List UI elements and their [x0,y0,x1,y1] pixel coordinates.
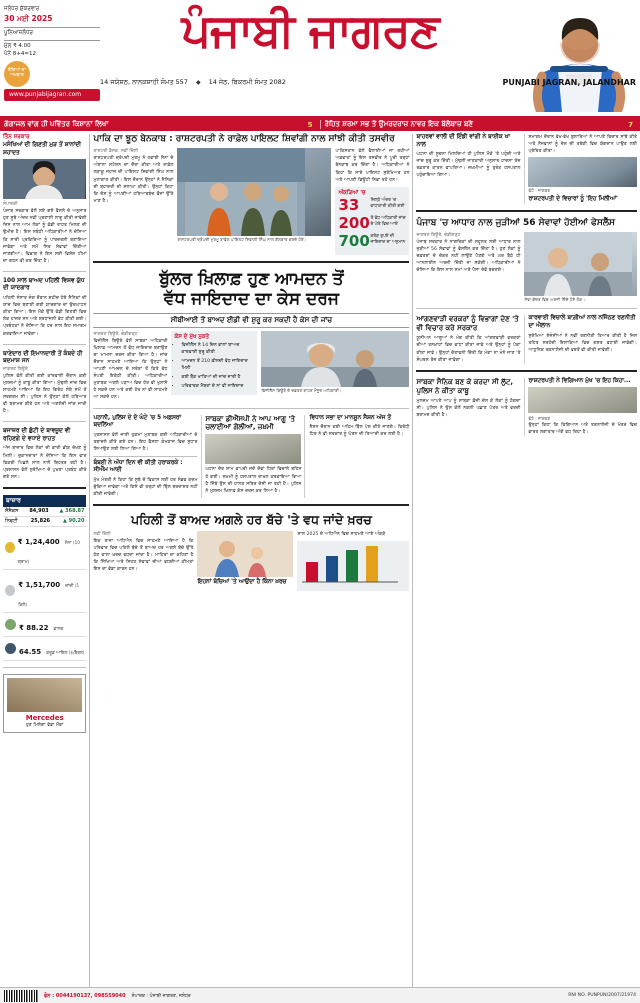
right3-headline: ਆਂਗਣਵਾੜੀ ਵਰਕਰਾਂ ਨੂੰ ਵਿਭਾਗਾਂ ਦੇਣ 'ਤੇ ਵੀ ਵਿਚਾਰ ਕਰੇ ਸਰਕਾਰ [416,315,519,333]
lead-byline: ਰਾਸ਼ਟਰੀ ਡੈਸਕ, ਨਵੀਂ ਦਿੱਲੀ [93,149,139,155]
lead-body-right: ਪਾਕਿਸਤਾਨ ਵੱਲੋਂ ਫੈਲਾਈਆਂ ਜਾ ਰਹੀਆਂ ਅਫ਼ਵਾਹਾਂ ਨੂੰ ਇਸ ਤਸਵੀਰ ਨੇ ਪੂਰੀ ਤਰ੍ਹਾਂ ਬੇਨਕਾਬ ਕਰ ਦਿੱਤਾ ਹੈ। ਅਧਿਕਾਰੀਆਂ ਨੇ ਕਿਹਾ ਕਿ ਸਾਰੇ ਪਾਇਲਟ ਸੁਰੱਖਿਅਤ ਹਨ ਅਤੇ ਆਪਣੀ ਡਿਊਟੀ ਨਿਭਾ ਰਹੇ ਹਨ। [335,149,410,183]
bottom-body: ਇਕ ਤਾਜ਼ਾ ਅਧਿਐਨ ਵਿਚ ਸਾਹਮਣੇ ਆਇਆ ਹੈ ਕਿ ਪਰਿਵਾਰ ਵਿਚ ਪਹਿਲੇ ਬੱਚੇ ਤੋਂ ਬਾਅਦ ਹਰ ਅਗਲੇ ਬੱਚੇ ਉੱਤੇ ਹੋਣ ਵਾਲਾ ਖ਼ਰਚ ਵਧਦਾ ਜਾਂਦਾ ਹੈ। ਮਾਹਿਰਾਂ ਦਾ ਕਹਿਣਾ ਹੈ ਕਿ ਸਿੱਖਿਆ ਅਤੇ ਸਿਹਤ ਸੇਵਾਵਾਂ ਦੀਆਂ ਵਧਦੀਆਂ ਕੀਮਤਾਂ ਇਸ ਦਾ ਵੱਡਾ ਕਾਰਨ ਹਨ। [93,538,194,572]
feature-photo-caption: ਸੇਵਾ ਕੇਂਦਰ ਵਿਚ ਅਰਜ਼ੀ ਦਿੰਦੇ ਹੋਏ ਲੋਕ। [524,296,586,302]
right-mid-row [416,315,637,363]
page-footer [0,987,640,1003]
right5-headline: ਕਾਰਵਾਈ ਵਿਚਾਲੇ ਬਾਗ਼ੀਆਂ ਨਾਲ ਨਜਿੱਠਣ ਰਣਨੀਤੀ ਦਾ ਐਲਾਨ [528,315,636,329]
price-label: ਮੁੱਲ ₹ 4.00 [4,42,31,49]
nanakshahi-date: 14 ਜਯੇਸ਼ਠ, ਨਾਨਕਸ਼ਾਹੀ ਸੰਮਤ 557 [100,78,188,86]
helpline-phone[interactable]: ਫੋਨ : 0044190137, 098559040 [44,992,126,999]
silver-label: ਚਾਂਦੀ (1 ਕਿਲੋ) [18,583,80,608]
feature-headline: ਪੰਜਾਬ 'ਚ ਆਧਾਰ ਨਾਲ ਜੁੜੀਆਂ 56 ਸੇਵਾਵਾਂ ਹੋਈਆਂ ਫੇਸਲੈੱਸ [416,217,615,228]
editorial-body: ਪੰਜਾਬ ਸਰਕਾਰ ਵੱਲੋਂ ਲਏ ਗਏ ਫ਼ੈਸਲੇ ਦੇ ਅਨੁਸਾਰ ਹੁਣ ਸੂਬੇ ਅੰਦਰ ਨਵੀਂ ਪ੍ਰਣਾਲੀ ਲਾਗੂ ਕੀਤੀ ਜਾਵੇਗੀ ਜਿਸ ਨਾਲ ਆਮ ਲੋਕਾਂ ਨੂੰ ਵੱਡੀ ਰਾਹਤ ਮਿਲਣ ਦੀ ਉਮੀਦ ਹੈ। ਇਸ ਸਬੰਧੀ ਅਧਿਕਾਰੀਆਂ ਨੇ ਦੱਸਿਆ ਕਿ ਸਾਰੀ ਪ੍ਰਕਿਰਿਆ ਨੂੰ ਪਾਰਦਰਸ਼ੀ ਬਣਾਇਆ ਜਾਵੇਗਾ ਅਤੇ ਸਮੇਂ ਸਿਰ ਸੇਵਾਵਾਂ ਦਿੱਤੀਆਂ ਜਾਣਗੀਆਂ। ਵਿਭਾਗ ਨੇ ਇਸ ਲਈ ਵਿਸ਼ੇਸ਼ ਟੀਮਾਂ ਦਾ ਗਠਨ ਵੀ ਕਰ ਦਿੱਤਾ ਹੈ। [3,209,87,264]
right2-headline: ਰਾਸ਼ਟਰਪਤੀ ਦੇ ਵਿਚਾਰਾਂ ਨੂੰ 'ਇਹ ਮਿਲੀਆਂ' [528,196,618,202]
president-pilot-photo [177,148,305,236]
lead-photo-caption: ਰਾਸ਼ਟਰਪਤੀ ਦ੍ਰੋਪਦੀ ਮੁਰਮੂ ਰਾਫ਼ੇਲ ਪਾਇਲਟ ਸ਼ਿਵਾਂਗੀ ਸਿੰਘ ਨਾਲ ਗੱਲਬਾਤ ਕਰਦੇ ਹੋਏ। [177,237,307,243]
key-facts-title: ਕੇਸ ਦੇ ਮੁੱਖ ਨੁਕਤੇ [174,333,210,340]
page-title: ਪੰਜਾਬੀ ਜਾਗਰਣ [181,3,439,57]
right1-body: ਘਟਨਾ ਦੀ ਸੂਚਨਾ ਮਿਲਦਿਆਂ ਹੀ ਪੁਲਿਸ ਮੌਕੇ 'ਤੇ ਪਹੁੰਚੀ ਅਤੇ ਜਾਂਚ ਸ਼ੁਰੂ ਕਰ ਦਿੱਤੀ। ਮੁੱਢਲੀ ਜਾਣਕਾਰੀ ਅਨੁਸਾਰ ਹਾਦਸਾ ਤੇਜ਼ ਰਫ਼ਤਾਰ ਕਾਰਨ ਵਾਪਰਿਆ। ਜ਼ਖ਼ਮੀਆਂ ਨੂੰ ਤੁਰੰਤ ਹਸਪਤਾਲ ਪਹੁੰਚਾਇਆ ਗਿਆ। [416,152,521,179]
cricketer-illustration [520,0,638,112]
masthead-dateline-band [100,78,640,87]
divider [93,504,409,506]
supplement-label: ਪੂਨਿਆਜ਼ਲੰਧਰ [4,29,33,36]
editorial-photo [3,159,86,199]
ad-text: ਹੁਣ ਮਿਲੇਗਾ ਵੱਡਾ ਮੌਕਾ [25,722,64,728]
ad-brand: Mercedes [25,713,64,722]
right2-photo [528,157,637,187]
article-editorial[interactable] [3,134,86,265]
stat-row [338,213,406,232]
barcode [4,990,38,1002]
market-title: ਬਾਜ਼ਾਰ [3,495,86,507]
divider [416,370,637,372]
left3-headline: ਥਾਣੇਦਾਰ ਦੀ ਇਮਾਨਦਾਰੀ ਤੋਂ ਕੰਬਦੇ ਹੀ ਬਦਮਾਸ਼ ਸਨ [3,350,83,365]
article-sub-1[interactable] [93,415,197,499]
left4-body: ਅੱਜ ਬਾਜ਼ਾਰ ਵਿਚ ਲੋਕਾਂ ਦੀ ਭਾਰੀ ਭੀੜ ਦੇਖਣ ਨੂੰ ਮਿਲੀ। ਦੁਕਾਨਦਾਰਾਂ ਨੇ ਦੱਸਿਆ ਕਿ ਇਸ ਵਾਰ ਵਿਕਰੀ ਪਿਛਲੇ ਸਾਲ ਨਾਲੋਂ ਬਿਹਤਰ ਰਹੀ ਹੈ। ਪ੍ਰਸ਼ਾਸਨ ਵੱਲੋਂ ਸੁਰੱਖਿਆ ਦੇ ਪੁਖ਼ਤਾ ਪ੍ਰਬੰਧ ਕੀਤੇ ਗਏ ਸਨ। [3,446,87,480]
article-left-2[interactable] [3,278,86,338]
divider [3,487,86,489]
divider [93,456,197,457]
masthead-info-panel [4,6,100,101]
stat-text: ਕਰੋੜ ਰੁਪਏ ਦੀ ਜਾਇਦਾਦ ਦਾ ਅਨੁਮਾਨ [370,233,406,245]
dollar-price-row [3,613,86,637]
website-chip[interactable]: www.punjabijagran.com [4,89,100,102]
right2-credit: ਫੋਟੋ : ਜਾਗਰਣ [528,188,551,194]
right3-body: ਯੂਨੀਅਨ ਆਗੂਆਂ ਨੇ ਮੰਗ ਕੀਤੀ ਕਿ ਆਂਗਣਵਾੜੀ ਵਰਕਰਾਂ ਦੀਆਂ ਤਨਖ਼ਾਹਾਂ ਵਿਚ ਵਾਧਾ ਕੀਤਾ ਜਾਵੇ ਅਤੇ ਉਨ੍ਹਾਂ ਨੂੰ ਪੱਕਾ ਕੀਤਾ ਜਾਵੇ। ਉਨ੍ਹਾਂ ਚੇਤਾਵਨੀ ਦਿੱਤੀ ਕਿ ਮੰਗਾਂ ਨਾ ਮੰਨੇ ਜਾਣ 'ਤੇ ਸੰਘਰਸ਼ ਤੇਜ਼ ਕੀਤਾ ਜਾਵੇਗਾ। [416,336,521,363]
market-row [3,507,86,517]
list-item: • ਕਈ ਬੈਂਕ ਖਾਤਿਆਂ ਦੀ ਜਾਂਚ ਜਾਰੀ ਹੈ [181,374,254,381]
sub2-headline: ਬੰਬਈ ਨੇ ਅੱਧਾ ਦਿਨ ਵੀ ਕੀਤੀ ਹਰਾਕਰਕੇ : ਸੀਐੱਮ ਆਈ [93,459,183,474]
sub1-body: ਪ੍ਰਸ਼ਾਸਨ ਵੱਲੋਂ ਜਾਰੀ ਹੁਕਮਾਂ ਮੁਤਾਬਕ ਕਈ ਅਧਿਕਾਰੀਆਂ ਦੇ ਤਬਾਦਲੇ ਕੀਤੇ ਗਏ ਹਨ। ਇਹ ਫੈਸਲਾ ਕੰਮਕਾਜ ਵਿਚ ਸੁਧਾਰ ਲਿਆਉਣ ਲਈ ਲਿਆ ਗਿਆ ਹੈ। [93,432,198,452]
bottom-last-line: ਸਾਲ 2025 ਦੇ ਅਧਿਐਨ ਵਿਚ ਸਾਹਮਣੇ ਆਏ ਅੰਕੜੇ [297,531,386,537]
article-lead[interactable] [93,134,409,255]
ad-photo [7,678,82,712]
main-headline-line1: ਬੁੱਲਰ ਖ਼ਿਲਾਫ਼ ਹੁਣ ਆਮਦਨ ਤੋਂ [159,268,344,289]
article-right-1[interactable] [416,134,520,204]
divider [93,261,409,263]
stat-number: 33 [338,195,360,214]
pages-label: ਪੰਨੇ 8+4=12 [4,50,36,57]
divider [3,421,86,422]
feature-photo [524,232,637,296]
article-right-feature[interactable] [416,218,637,303]
main-byline: ਜਾਗਰਣ ਬਿਊਰੋ, ਚੰਡੀਗੜ੍ਹ [93,331,138,337]
bottom-subheadline: ਇਹਨਾਂ ਬੱਚਿਆਂ 'ਤੇ ਆਉਂਦਾ ਹੈ ਕਿੰਨਾ ਖ਼ਰਚ [197,578,287,585]
bikrami-date: 14 ਜੇਠ, ਬਿਕਰਮੀ ਸੰਮਤ 2082 [208,78,286,86]
family-illustration [197,531,293,577]
sub1-headline: ਪਠਾਨੀ, ਪੁਲਿਸ ਦੇ ਦੋ ਘੰਟੇ 'ਚ 5 ਅਫ਼ਸਰਾਂ ਬਦਲਿਆ [93,414,182,429]
headline-strip [0,118,640,131]
article-left-4[interactable] [3,428,86,481]
article-sub-3[interactable] [201,415,305,499]
advertisement[interactable] [3,674,86,733]
article-right-5[interactable] [524,315,637,363]
editorial-byline: ਸੰਪਾਦਕੀ [3,202,18,208]
strip-divider [320,120,321,129]
cricketer-photo [520,0,638,112]
stat-text: ਜ਼ਿਲ੍ਹੇ ਅੰਦਰ 'ਚ ਵਾਧਾਕਾਰੀ ਕੀਤੀ ਗਈ [370,197,405,209]
sub3-headline: ਸਾਬਕਾ ਡੀਐੱਸਪੀ ਨੇ ਆਪ ਆਗੂ 'ਤੇ ਚਲਾਈਆਂ ਗੋਲੀਆਂ, ਜ਼ਖ਼ਮੀ [205,414,296,432]
main-subheadline: ਸੀਬੀਆਈ ਤੋਂ ਬਾਅਦ ਈਡੀ ਵੀ ਸ਼ੁਰੂ ਕਰ ਸਕਦੀ ਹੈ ਕੇਸ ਦੀ ਜਾਂਚ [93,313,409,328]
article-right-3[interactable] [416,315,520,363]
market-row-value: 25,826 [30,518,51,525]
divider [3,271,86,272]
dollar-icon [5,619,16,630]
crude-price-row [3,637,86,661]
main-headline-line2: ਵੱਧ ਜਾਇਦਾਦ ਦਾ ਕੇਸ ਦਰਜ [163,289,339,310]
article-sub-4[interactable] [309,415,409,499]
gold-coin-icon [5,542,15,553]
list-item: • ਪਰਿਵਾਰਕ ਮੈਂਬਰਾਂ ਦੇ ਨਾਂ ਵੀ ਜਾਇਦਾਦ [181,383,254,390]
stat-number: 200 [338,213,370,232]
footer-rni: RNI NO. PUNPUN/2007/21974 [568,993,636,998]
article-main[interactable] [93,269,409,402]
gold-price-row [3,527,86,570]
gold-price: ₹ 1,24,400 [17,537,60,546]
strip-item-1-page: 7 [628,120,633,129]
right6-headline: ਰਾਸ਼ਟਰਪਤੀ ਨੇ ਵਿਗਿਆਨ ਮੁੱਖ 'ਚ ਇਹ ਕਿਹਾ... [528,377,631,384]
crude-label: ਕਰੂਡ ਆਇਲ ($/ਬੈਰਲ) [46,650,85,656]
market-row-value: 84,903 [29,508,49,515]
article-right-4[interactable] [416,378,520,436]
expense-bar-chart [300,544,400,584]
right-top-row [416,134,637,204]
article-right-6[interactable] [524,378,637,436]
left2-headline: 100 ਸਾਲ ਬਾਅਦ ਪਹਿਲੀ ਵਿਸ਼ਵ ਯੁੱਧ ਦੀ ਯਾਦਗਾਰ [3,277,85,292]
main-photo [261,331,409,387]
lead-body-left: ਰਾਸ਼ਟਰਪਤੀ ਦ੍ਰੋਪਦੀ ਮੁਰਮੂ ਨੇ ਹਵਾਈ ਸੈਨਾ ਦੇ ਅੰਬਾਲਾ ਸਟੇਸ਼ਨ ਦਾ ਦੌਰਾ ਕੀਤਾ ਅਤੇ ਰਾਫ਼ੇਲ ਲੜਾਕੂ ਜਹਾਜ਼ ਦੀ ਪਾਇਲਟ ਸ਼ਿਵਾਂਗੀ ਸਿੰਘ ਨਾਲ ਮੁਲਾਕਾਤ ਕੀਤੀ। ਇਸ ਦੌਰਾਨ ਉਨ੍ਹਾਂ ਨੇ ਸੈਨਿਕਾਂ ਦੀ ਬਹਾਦਰੀ ਦੀ ਸ਼ਲਾਘਾ ਕੀਤੀ। ਉਨ੍ਹਾਂ ਕਿਹਾ ਕਿ ਦੇਸ਼ ਨੂੰ ਆਪਣੀਆਂ ਹਥਿਆਰਬੰਦ ਫੌਜਾਂ ਉੱਤੇ ਮਾਣ ਹੈ। [93,156,174,204]
stat-row [338,195,406,214]
sub4-body: ਸੈਸ਼ਨ ਦੌਰਾਨ ਕਈ ਅਹਿਮ ਬਿੱਲ ਪੇਸ਼ ਕੀਤੇ ਜਾਣਗੇ। ਵਿਰੋਧੀ ਧਿਰ ਨੇ ਵੀ ਸਰਕਾਰ ਨੂੰ ਘੇਰਨ ਦੀ ਤਿਆਰੀ ਕਰ ਲਈ ਹੈ। [309,425,410,438]
edition-label: PUNJABI JAGRAN, JALANDHAR [502,78,636,87]
sub3-photo [205,434,301,464]
page-content [0,131,640,997]
lead-headline: ਪਾਕਿ ਦਾ ਝੂਠ ਬੇਨਕਾਬ : ਰਾਸ਼ਟਰਪਤੀ ਨੇ ਰਾਫ਼ੇਲ ਪਾਇਲਟ ਸ਼ਿਵਾਂਗੀ ਨਾਲ ਸਾਂਝੀ ਕੀਤੀ ਤਸਵੀਰ [93,134,395,144]
bottom-chart-box [297,541,409,591]
right4-body: ਮੁਲਜ਼ਮ ਆਪਣੇ ਆਪ ਨੂੰ ਸਾਬਕਾ ਫ਼ੌਜੀ ਦੱਸ ਕੇ ਲੋਕਾਂ ਨੂੰ ਠੱਗਦਾ ਸੀ। ਪੁਲਿਸ ਨੇ ਉਸ ਕੋਲੋਂ ਨਕਲੀ ਪਛਾਣ ਪੱਤਰ ਅਤੇ ਵਰਦੀ ਬਰਾਮਦ ਕੀਤੀ ਹੈ। [416,398,521,418]
list-item: • ਆਮਦਨ ਤੋਂ 210 ਫ਼ੀਸਦੀ ਵੱਧ ਜਾਇਦਾਦ ਮਿਲੀ [181,358,254,372]
left-column [3,134,90,997]
divider [416,308,637,309]
crude-price: 64.55 [19,647,42,656]
middle-column [93,134,413,997]
dollar-price: ₹ 88.22 [19,623,49,632]
masthead-title-wrap [100,2,520,60]
masthead [0,0,640,118]
right2-body: ਸਮਾਗਮ ਦੌਰਾਨ ਵੱਖ-ਵੱਖ ਬੁਲਾਰਿਆਂ ਨੇ ਆਪਣੇ ਵਿਚਾਰ ਸਾਂਝੇ ਕੀਤੇ ਅਤੇ ਨੌਜਵਾਨਾਂ ਨੂੰ ਦੇਸ਼ ਦੀ ਤਰੱਕੀ ਵਿਚ ਯੋਗਦਾਨ ਪਾਉਣ ਲਈ ਪ੍ਰੇਰਿਤ ਕੀਤਾ। [528,135,637,155]
market-row-delta: ▲ 90.20 [63,518,85,525]
divider [3,344,86,345]
dollar-label: ਡਾਲਰ [53,626,64,632]
right5-body: ਸੁਰੱਖਿਆ ਏਜੰਸੀਆਂ ਨੇ ਨਵੀਂ ਰਣਨੀਤੀ ਤਿਆਰ ਕੀਤੀ ਹੈ ਜਿਸ ਤਹਿਤ ਸਰਹੱਦੀ ਇਲਾਕਿਆਂ ਵਿਚ ਗਸ਼ਤ ਵਧਾਈ ਜਾਵੇਗੀ। ਆਧੁਨਿਕ ਤਕਨਾਲੋਜੀ ਦੀ ਵਰਤੋਂ ਵੀ ਕੀਤੀ ਜਾਵੇਗੀ। [528,333,637,353]
sub4-headline: ਵਿਧਾਨ ਸਭਾ ਦਾ ਮਾਨਸੂਨ ਸੈਸ਼ਨ ਅੱਜ ਤੋਂ [309,414,391,421]
dateline-bullet: ◆ [195,79,201,86]
right6-body: ਉਨ੍ਹਾਂ ਕਿਹਾ ਕਿ ਵਿਗਿਆਨ ਅਤੇ ਤਕਨਾਲੋਜੀ ਦੇ ਖੇਤਰ ਵਿਚ ਭਾਰਤ ਲਗਾਤਾਰ ਅੱਗੇ ਵਧ ਰਿਹਾ ਹੈ। [528,423,637,436]
key-facts-list [174,342,254,391]
crude-oil-icon [5,643,16,654]
right4-headline: ਸਾਬਕਾ ਸੈਨਿਕ ਬਣ ਕੇ ਕਰਦਾ ਸੀ ਲੁੱਟ, ਪੁਲਿਸ ਨੇ ਕੀਤਾ ਕਾਬੂ [416,377,514,395]
market-row [3,517,86,527]
divider [4,40,100,41]
sub-articles-row [93,415,409,499]
city-label: ਜਲੰਧਰ ਸ਼ੁੱਕਰਵਾਰ [4,6,40,12]
sub2-body: ਮੁੱਖ ਮੰਤਰੀ ਨੇ ਕਿਹਾ ਕਿ ਸੂਬੇ ਦੇ ਵਿਕਾਸ ਲਈ ਹਰ ਸੰਭਵ ਕਦਮ ਚੁੱਕਿਆ ਜਾਵੇਗਾ ਅਤੇ ਕਿਸੇ ਵੀ ਤਰ੍ਹਾਂ ਦੀ ਢਿੱਲ ਬਰਦਾਸ਼ਤ ਨਹੀਂ ਕੀਤੀ ਜਾਵੇਗੀ। [93,477,198,498]
right-column [416,134,637,997]
right-bottom-row [416,378,637,436]
kids-paper-stamp: ਬੱਚਿਆਂ ਦਾ ਅਖ਼ਬਾਰ [4,61,30,87]
sub3-body: ਘਟਨਾ ਦੇਰ ਸ਼ਾਮ ਵਾਪਰੀ ਜਦੋਂ ਦੋਵਾਂ ਧਿਰਾਂ ਵਿਚਾਲੇ ਬਹਿਸ ਹੋ ਗਈ। ਜ਼ਖ਼ਮੀ ਨੂੰ ਹਸਪਤਾਲ ਦਾਖ਼ਲ ਕਰਵਾਇਆ ਗਿਆ ਹੈ ਜਿੱਥੇ ਉਸ ਦੀ ਹਾਲਤ ਸਥਿਰ ਦੱਸੀ ਜਾ ਰਹੀ ਹੈ। ਪੁਲਿਸ ਨੇ ਮੁਲਜ਼ਮ ਖ਼ਿਲਾਫ਼ ਕੇਸ ਦਰਜ ਕਰ ਲਿਆ ਹੈ। [205,467,302,494]
divider [3,667,86,668]
divider [93,408,409,409]
divider [4,27,100,28]
strip-item-0-text[interactable]: ਗੰਗਾਜਲ ਵਾਂਗ ਹੀ ਪਵਿੱਤਰ ਕਿਸ਼ਾਨਾਂ ਲਿਖਾ [4,120,109,128]
footer-note: ਸੰਪਾਦਕ : ਪੰਜਾਬੀ ਜਾਗਰਣ, ਜਲੰਧਰ [131,993,191,999]
service-centre-photo [524,232,632,296]
bottom-byline: ਨਵੀਂ ਦਿੱਲੀ [93,531,111,537]
silver-price: ₹ 1,51,700 [18,580,61,589]
silver-price-row [3,570,86,613]
article-right-2[interactable] [524,134,637,204]
gold-label: ਸੋਨਾ (10 ਗ੍ਰਾਮ) [17,540,81,565]
stats-box [335,187,409,255]
right1-headline: ਬਾਹਰਵਾਂ ਵਾਲੀ ਦੀ ਇੰਡੀ ਵਾਂਗੀ ਨੇ ਬਾਈਕ ਖਾ ਨਾਲ [416,134,510,148]
divider [416,210,637,212]
publication-date: 30 ਮਈ 2025 [4,13,53,23]
left4-headline: ਬਜਾਜ਼ਰ ਦੀ ਛੁੱਟੀ ਦੇ ਬਾਵਜੂਦ ਵੀ ਰਹਿਣਗੇ ਦੇ ਵਧਾਏ ਰਾਹਤ [3,428,71,442]
main-body: ਵਿਜੀਲੈਂਸ ਬਿਊਰੋ ਵੱਲੋਂ ਸਾਬਕਾ ਅਧਿਕਾਰੀ ਖ਼ਿਲਾਫ਼ ਆਮਦਨ ਤੋਂ ਵੱਧ ਜਾਇਦਾਦ ਬਣਾਉਣ ਦਾ ਮਾਮਲਾ ਦਰਜ ਕੀਤਾ ਗਿਆ ਹੈ। ਜਾਂਚ ਦੌਰਾਨ ਸਾਹਮਣੇ ਆਇਆ ਕਿ ਉਨ੍ਹਾਂ ਨੇ ਆਪਣੀ ਆਮਦਨ ਦੇ ਸਰੋਤਾਂ ਤੋਂ ਕਿਤੇ ਵੱਧ ਸੰਪਤੀ ਇਕੱਠੀ ਕੀਤੀ। ਅਧਿਕਾਰੀਆਂ ਮੁਤਾਬਕ ਅਗਲੇ ਪੜਾਅ ਵਿਚ ਹੋਰ ਵੀ ਖੁਲਾਸੇ ਹੋ ਸਕਦੇ ਹਨ ਅਤੇ ਕਈ ਹੋਰ ਨਾਂ ਵੀ ਸਾਹਮਣੇ ਆ ਸਕਦੇ ਹਨ। [93,338,168,401]
feature-body: ਪੰਜਾਬ ਸਰਕਾਰ ਨੇ ਨਾਗਰਿਕਾਂ ਦੀ ਸਹੂਲਤ ਲਈ ਆਧਾਰ ਨਾਲ ਜੁੜੀਆਂ 56 ਸੇਵਾਵਾਂ ਨੂੰ ਫੇਸਲੈੱਸ ਕਰ ਦਿੱਤਾ ਹੈ। ਹੁਣ ਲੋਕਾਂ ਨੂੰ ਦਫ਼ਤਰਾਂ ਦੇ ਚੱਕਰ ਨਹੀਂ ਲਾਉਣੇ ਪੈਣਗੇ ਅਤੇ ਘਰ ਬੈਠੇ ਹੀ ਆਨਲਾਈਨ ਅਰਜ਼ੀ ਦਿੱਤੀ ਜਾ ਸਕੇਗੀ। ਅਧਿਕਾਰੀਆਂ ਨੇ ਦੱਸਿਆ ਕਿ ਇਸ ਨਾਲ ਸਮਾਂ ਅਤੇ ਪੈਸਾ ਦੋਵੇਂ ਬਚਣਗੇ। [416,239,521,274]
silver-coin-icon [5,585,15,596]
bottom-headline: ਪਹਿਲੀ ਤੋਂ ਬਾਅਦ ਅਗਲੇ ਹਰ ਬੱਚੇ 'ਤੇ ਵਧ ਜਾਂਦੇ ਖ਼ਰਚ [131,512,372,528]
market-row-label: ਨਿਫਟੀ [5,518,18,525]
stat-row [338,231,406,250]
market-row-label: ਸੈਂਸੈਕਸ [5,508,19,515]
right6-credit: ਫੋਟੋ : ਜਾਗਰਣ [528,416,551,422]
market-row-delta: ▲ 368.87 [59,508,85,515]
stat-number: 700 [338,231,370,250]
stat-text: ਤੋਂ ਵੱਧ ਅਧਿਕਾਰੀ ਜਾਂਚ ਦੇ ਘੇਰੇ ਵਿਚ ਆਏ [370,215,406,227]
key-facts-box [171,331,257,396]
editorial-kicker: ਤਿੰਨ ਸਰਕਾਰ [3,134,30,140]
lead-photo [177,148,331,236]
bottom-photo [197,531,293,577]
strip-item-1-text[interactable]: ਰੋਹਿਤ ਸ਼ਰਮਾ ਸਭ ਤੋਂ ਉਮਰਦਰਾਜ਼ ਨਾਵਰ ਇਕ ਬੱਲੇਬਾਜ਼ ਬਣੇ [324,120,473,128]
strip-item-0-page: 5 [307,120,313,129]
article-left-3[interactable] [3,351,86,416]
editorial-headline: ਮਸੰਖਿਆਂ ਦੀ ਗਿਣਤੀ ਮੁੜ ਤੋਂ ਸ਼ਾਨਾਂਦੀ ਸ਼ਹਾਦਤ [3,142,82,156]
main-photo-caption: ਵਿਜੀਲੈਂਸ ਬਿਊਰੋ ਦੇ ਦਫ਼ਤਰ ਬਾਹਰ ਮੌਜੂਦ ਅਧਿਕਾਰੀ। [261,387,342,393]
stats-title: ਅੰਕੜਿਆਂ 'ਚ [338,189,366,196]
market-panel [3,495,86,661]
left3-body: ਪੁਲਿਸ ਵੱਲੋਂ ਕੀਤੀ ਗਈ ਕਾਰਵਾਈ ਦੌਰਾਨ ਕਈ ਮੁਲਜ਼ਮਾਂ ਨੂੰ ਕਾਬੂ ਕੀਤਾ ਗਿਆ। ਮੁੱਢਲੀ ਜਾਂਚ ਵਿਚ ਸਾਹਮਣੇ ਆਇਆ ਕਿ ਇਹ ਗਿਰੋਹ ਲੰਬੇ ਸਮੇਂ ਤੋਂ ਸਰਗਰਮ ਸੀ। ਪੁਲਿਸ ਨੇ ਉਨ੍ਹਾਂ ਕੋਲੋਂ ਹਥਿਆਰ ਵੀ ਬਰਾਮਦ ਕੀਤੇ ਹਨ ਅਤੇ ਅਗਲੇਰੀ ਜਾਂਚ ਜਾਰੀ ਹੈ। [3,373,87,415]
left2-body: ਪਹਿਲੀ ਸੰਸਾਰ ਜੰਗ ਦੌਰਾਨ ਸ਼ਹੀਦ ਹੋਏ ਸੈਨਿਕਾਂ ਦੀ ਯਾਦ ਵਿਚ ਬਣਾਈ ਗਈ ਯਾਦਗਾਰ ਦਾ ਉਦਘਾਟਨ ਕੀਤਾ ਗਿਆ। ਇਸ ਮੌਕੇ ਉੱਤੇ ਵੱਡੀ ਗਿਣਤੀ ਵਿਚ ਲੋਕ ਹਾਜ਼ਰ ਸਨ ਅਤੇ ਸ਼ਰਧਾਂਜਲੀ ਭੇਟ ਕੀਤੀ ਗਈ। ਪ੍ਰਬੰਧਕਾਂ ਨੇ ਦੱਸਿਆ ਕਿ ਹਰ ਸਾਲ ਇਹ ਸਮਾਗਮ ਕਰਵਾਇਆ ਜਾਵੇਗਾ। [3,296,87,337]
feature-byline: ਜਾਗਰਣ ਬਿਊਰੋ, ਚੰਡੀਗੜ੍ਹ [416,232,461,238]
portrait-illustration [3,159,85,199]
right6-photo [528,387,637,413]
article-bottom-lead[interactable] [93,512,409,590]
left3-byline: ਜਾਗਰਣ ਬਿਊਰੋ [3,366,28,372]
list-item: • ਵਿਜੀਲੈਂਸ ਨੇ 14 ਦਿਨ ਭਾਲਾਂ ਬਾਅਦ ਕਾਰਵਾਈ ਸ਼ੁਰੂ ਕੀਤੀ [181,342,254,356]
officer-photo [261,331,409,387]
